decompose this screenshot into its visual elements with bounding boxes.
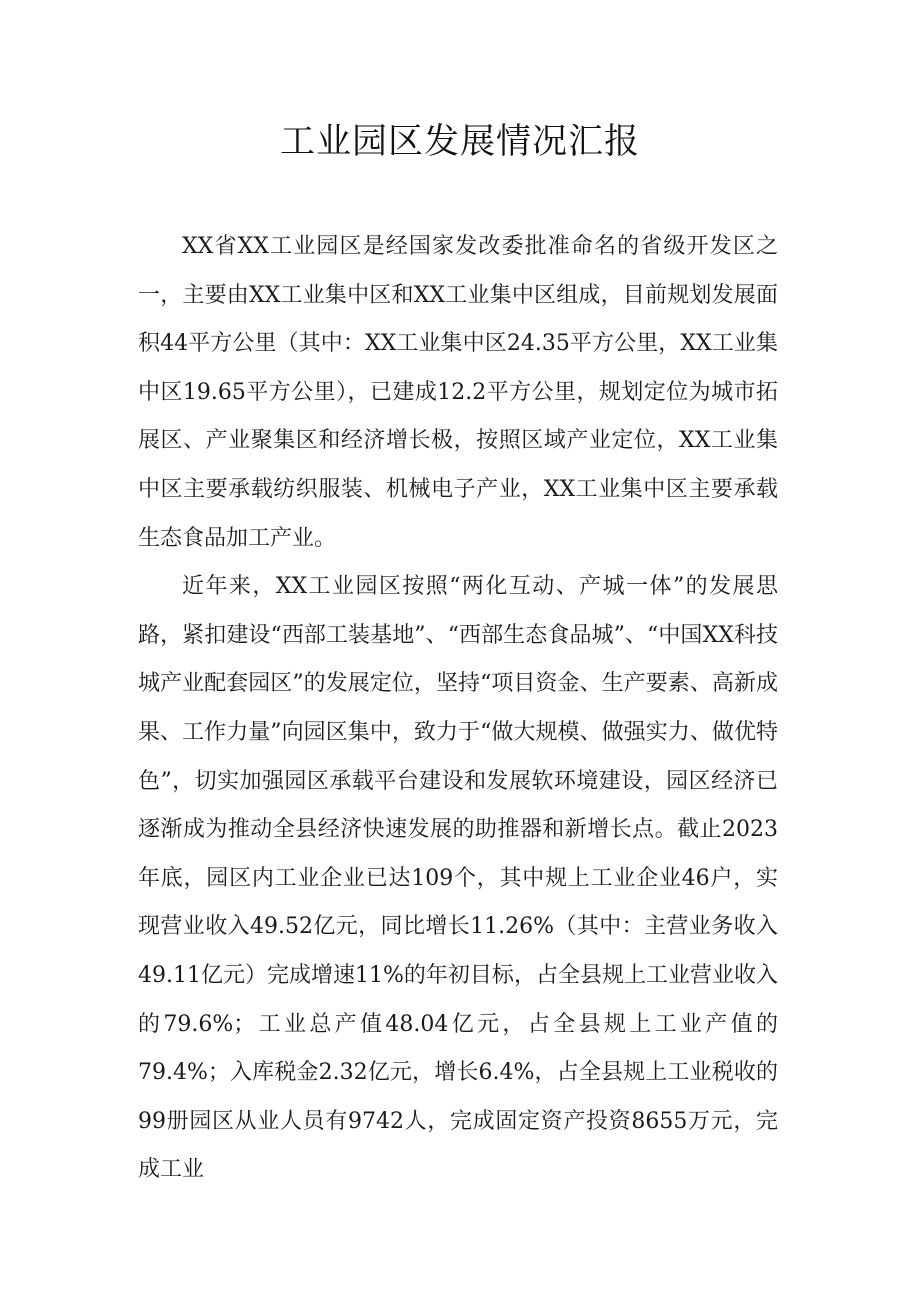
paragraph-overview: XX省XX工业园区是经国家发改委批准命名的省级开发区之一，主要由XX工业集中区和XX工业集中区组成，目前规划发展面积44平方公里（其中：XX工业集中区24.35平方公里，XX工业集中区19.65平方公里），已建成12.2平方公里，规划定位为城市拓展区、产业聚集区和经济增长极，按照区域产业定位，XX工业集中区主要承载纺织服装、机械电子产业，XX工业集中区主要承载生态食品加工产业。: [138, 234, 778, 551]
document-body: [138, 223, 778, 1195]
document-title: 工业园区发展情况汇报: [279, 122, 640, 162]
paragraph-recent-development: 近年来，XX工业园区按照“两化互动、产城一体”的发展思路，紧扣建设“西部工装基地”、“西部生态食品城”、“中国XX科技城产业配套园区”的发展定位，坚持“项目资金、生产要素、高新成果、工作力量”向园区集中，致力于“做大规模、做强实力、做优特色”，切实加强园区承载平台建设和发展软环境建设，园区经济已逐渐成为推动全县经济快速发展的助推器和新增长点。截止2023年底，园区内工业企业已达109个，其中规上工业企业46户，实现营业收入49.52亿元，同比增长11.26%（其中：主营业务收入49.11亿元）完成增速11%的年初目标，占全县规上工业营业收入的79.6%；工业总产值48.04亿元，占全县规上工业产值的79.4%；入库税金2.32亿元，增长6.4%，占全县规上工业税收的99册园区从业人员有9742人，完成固定资产投资8655万元，完成工业: [138, 574, 778, 1183]
